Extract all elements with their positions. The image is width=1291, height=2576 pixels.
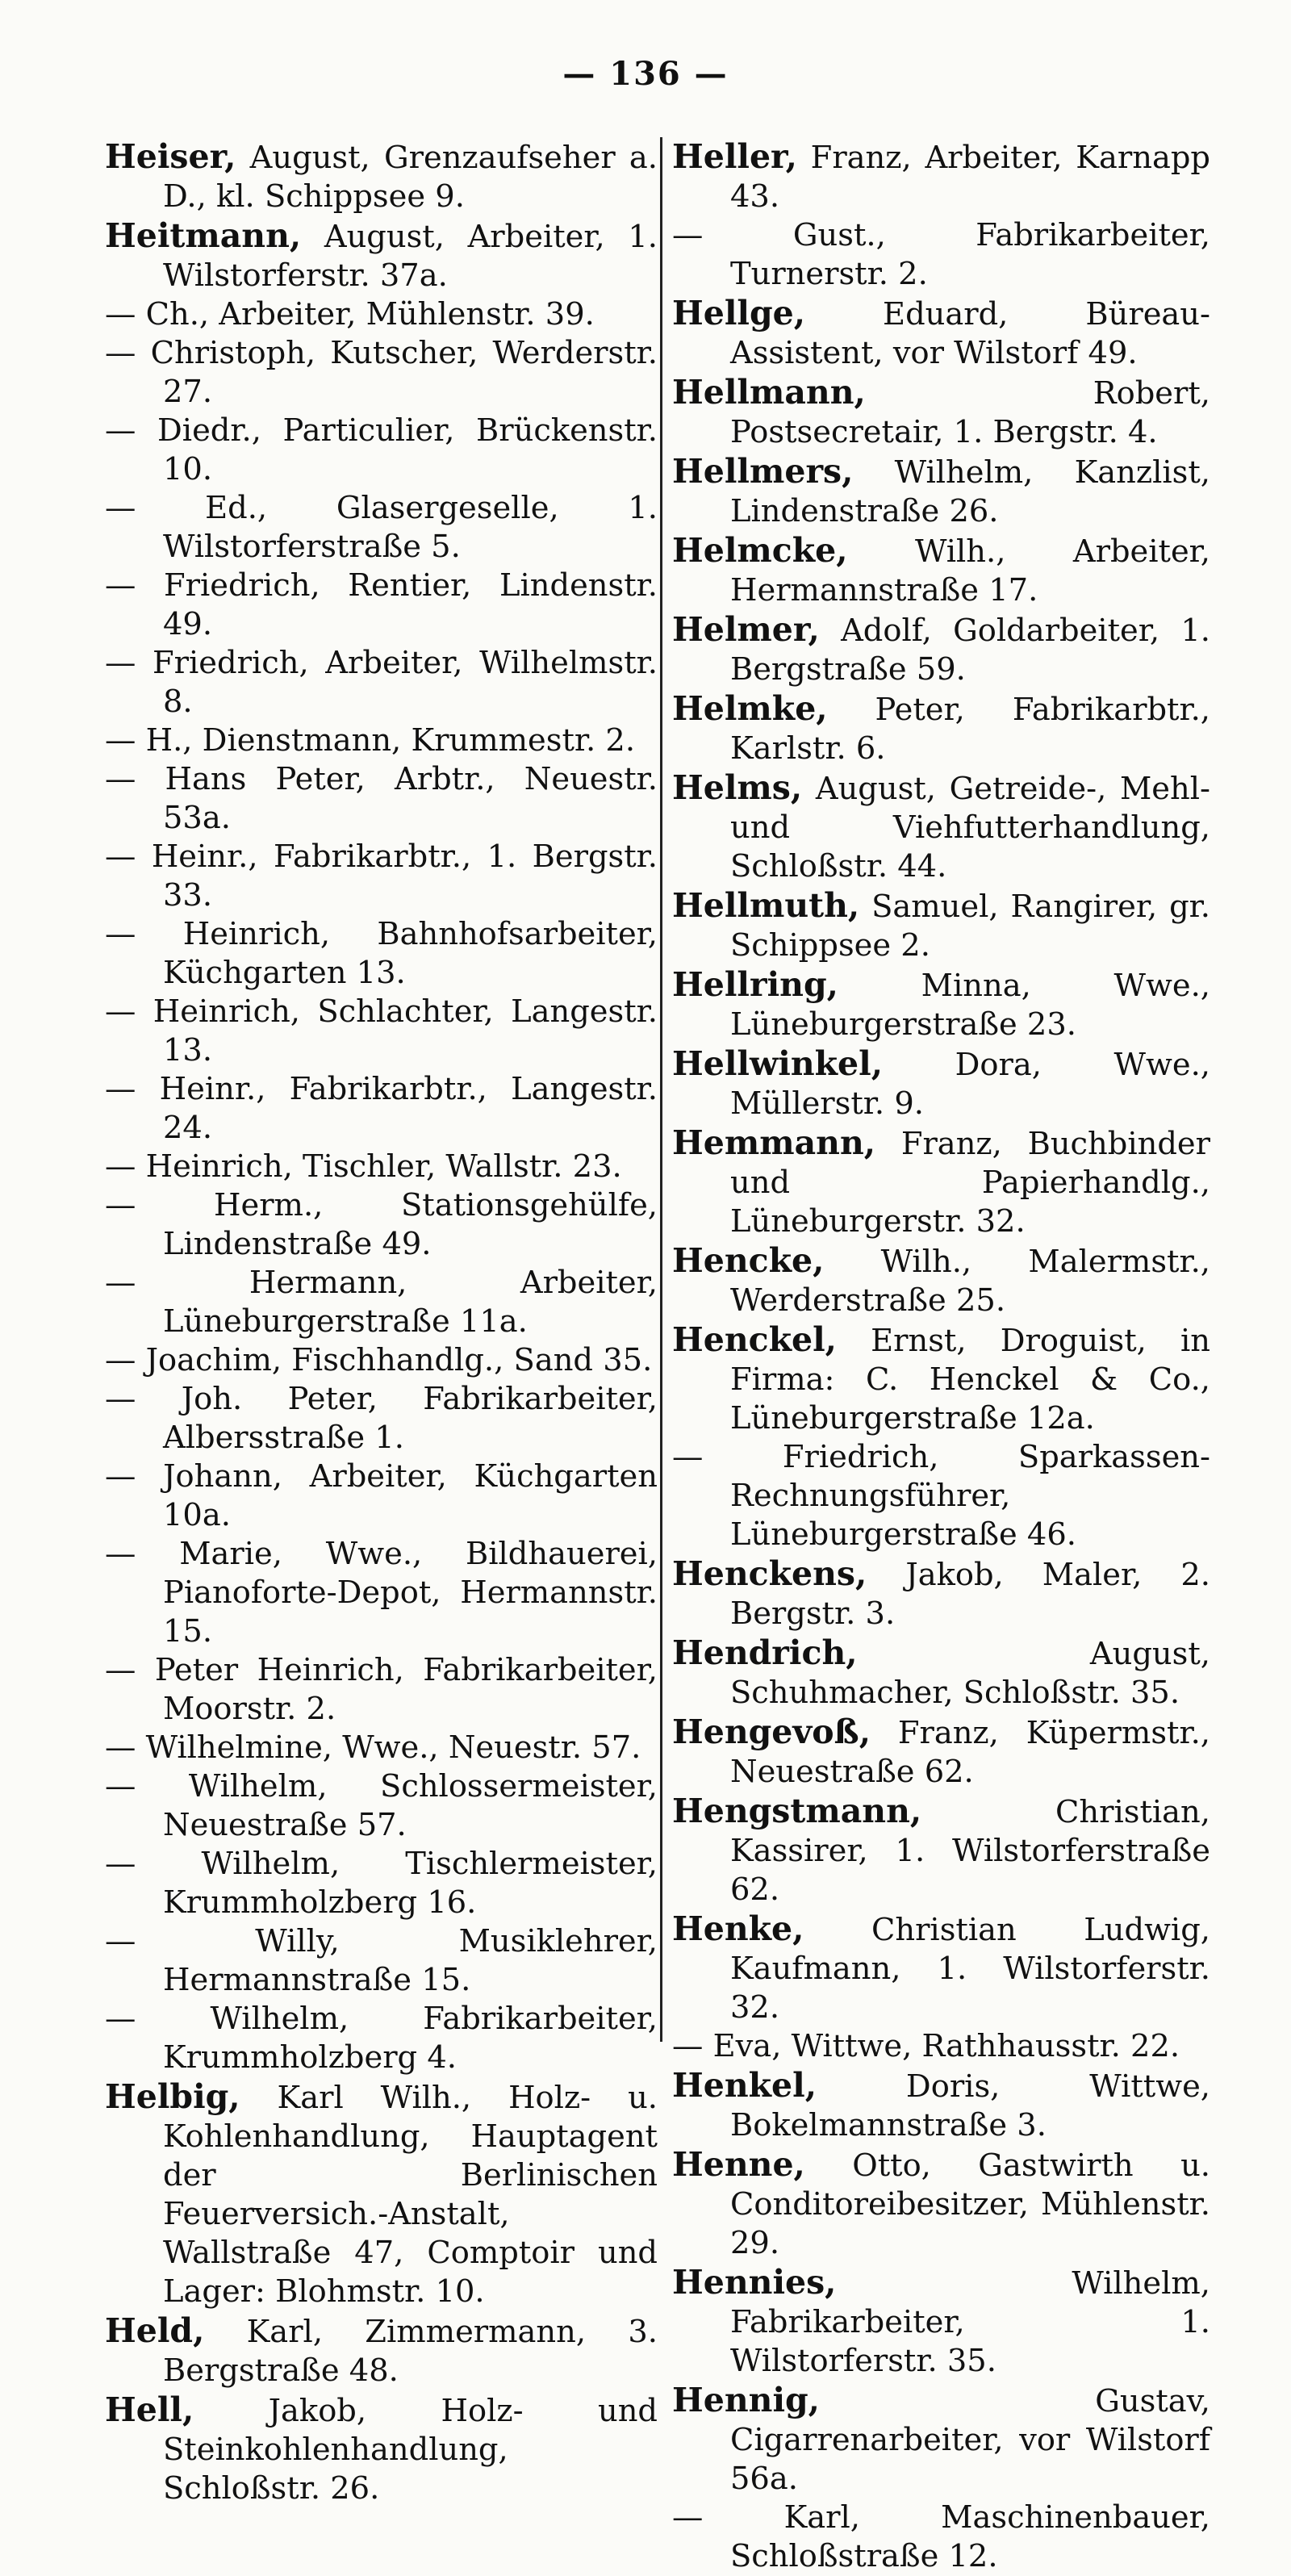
left-column	[105, 137, 658, 2508]
entry-surname: Hellmann,	[672, 373, 866, 412]
directory-entry	[672, 1438, 1210, 1554]
entry-surname: Hennies,	[672, 2263, 837, 2302]
entry-details: Franz, Buchbinder und Papierhandlg., Lüneburgerstr. 32.	[730, 1126, 1210, 1240]
entry-details: Dora, Wwe., Müllerstr. 9.	[730, 1047, 1210, 1122]
entry-surname: Hellge,	[672, 294, 806, 332]
entry-surname: Hellmuth,	[672, 886, 860, 925]
entry-details: Doris, Wittwe, Bokelmannstraße 3.	[730, 2068, 1210, 2143]
entry-details: Jakob, Holz- und Steinkohlenhandlung, Schloßstr. 26.	[163, 2393, 658, 2507]
entry-details: — Joh. Peter, Fabrikarbeiter, Albersstraße 1.	[105, 1381, 658, 1456]
entry-surname: Henkel,	[672, 2066, 817, 2105]
entry-details: Wilh., Malermstr., Werderstraße 25.	[730, 1244, 1210, 1319]
entry-details: Karl Wilh., Holz- u. Kohlenhandlung, Hauptagent der Berlinischen Feuerversich.-Anstalt, Wallstraße 47, Comptoir und Lager: Blohmstr. 10.	[163, 2080, 658, 2310]
directory-entry	[672, 531, 1210, 610]
directory-entry	[105, 137, 658, 216]
entry-details: — Friedrich, Arbeiter, Wilhelmstr. 8.	[105, 645, 658, 720]
entry-surname: Hellmers,	[672, 452, 854, 491]
entry-details: — Joachim, Fischhandlg., Sand 35.	[105, 1342, 653, 1378]
entry-details: August, Schuhmacher, Schloßstr. 35.	[730, 1636, 1210, 1711]
entry-surname: Henne,	[672, 2145, 805, 2184]
entry-details: — Peter Heinrich, Fabrikarbeiter, Moorstr. 2.	[105, 1652, 658, 1727]
directory-entry	[672, 1123, 1210, 1241]
directory-entry	[672, 1241, 1210, 1320]
entry-surname: Hennig,	[672, 2381, 820, 2419]
directory-entry	[105, 915, 658, 993]
directory-entry	[105, 567, 658, 644]
entry-details: — Friedrich, Rentier, Lindenstr. 49.	[105, 567, 658, 642]
entry-details: Jakob, Maler, 2. Bergstr. 3.	[730, 1557, 1210, 1632]
entry-details: — Heinr., Fabrikarbtr., Langestr. 24.	[105, 1071, 658, 1146]
entry-details: Christian, Kassirer, 1. Wilstorferstraße 62.	[730, 1794, 1210, 1908]
directory-entry	[672, 768, 1210, 886]
directory-entry	[105, 2077, 658, 2311]
entry-surname: Hellwinkel,	[672, 1044, 883, 1083]
directory-entry	[672, 2066, 1210, 2145]
entry-details: — Ed., Glasergeselle, 1. Wilstorferstraße 5.	[105, 490, 658, 565]
entry-surname: Henke,	[672, 1909, 804, 1948]
directory-entry	[105, 489, 658, 567]
entry-surname: Heitmann,	[105, 216, 302, 255]
directory-entry	[672, 1712, 1210, 1792]
directory-entry	[672, 2263, 1210, 2381]
directory-entry	[105, 1767, 658, 1845]
directory-entry	[672, 689, 1210, 768]
entry-details: — Wilhelm, Fabrikarbeiter, Krummholzberg 4.	[105, 2001, 658, 2076]
entry-details: — Karl, Maschinenbauer, Schloßstraße 12.	[672, 2499, 1210, 2574]
directory-entry	[105, 1264, 658, 1341]
directory-entry	[672, 610, 1210, 689]
entry-details: — Gust., Fabrikarbeiter, Turnerstr. 2.	[672, 217, 1210, 292]
directory-entry	[672, 294, 1210, 373]
entry-details: — Heinr., Fabrikarbtr., 1. Bergstr. 33.	[105, 838, 658, 914]
directory-entry	[105, 1148, 658, 1186]
directory-entry	[672, 216, 1210, 294]
entry-details: August, Arbeiter, 1. Wilstorferstr. 37a.	[163, 219, 658, 294]
directory-entry	[672, 965, 1210, 1044]
directory-entry	[105, 2390, 658, 2508]
entry-details: Robert, Postsecretair, 1. Bergstr. 4.	[730, 375, 1210, 450]
entry-details: Wilhelm, Fabrikarbeiter, 1. Wilstorferstr. 35.	[730, 2265, 1210, 2379]
entry-details: Samuel, Rangirer, gr. Schippsee 2.	[730, 889, 1210, 964]
directory-entry	[672, 1633, 1210, 1712]
directory-entry	[105, 1535, 658, 1651]
entry-details: Eduard, Büreau-Assistent, vor Wilstorf 49.	[730, 296, 1210, 371]
directory-entry	[105, 760, 658, 838]
entry-surname: Heiser,	[105, 137, 236, 176]
directory-entry	[105, 721, 658, 760]
directory-entry	[672, 1909, 1210, 2027]
directory-entry	[672, 1554, 1210, 1633]
page-number: — 136 —	[562, 55, 729, 93]
entry-details: — Diedr., Particulier, Brückenstr. 10.	[105, 412, 658, 487]
right-column	[672, 137, 1210, 2576]
entry-surname: Hengevoß,	[672, 1712, 871, 1751]
entry-details: — Christoph, Kutscher, Werderstr. 27.	[105, 335, 658, 410]
column-divider	[660, 137, 662, 2042]
entry-details: Adolf, Goldarbeiter, 1. Bergstraße 59.	[730, 613, 1210, 688]
entry-details: Otto, Gastwirth u. Conditoreibesitzer, Mühlenstr. 29.	[730, 2147, 1210, 2261]
entry-surname: Henckel,	[672, 1320, 837, 1359]
directory-entry	[672, 137, 1210, 216]
entry-details: — Herm., Stationsgehülfe, Lindenstraße 49.	[105, 1187, 658, 1262]
entry-details: — Ch., Arbeiter, Mühlenstr. 39.	[105, 296, 595, 332]
entry-details: — Heinrich, Schlachter, Langestr. 13.	[105, 993, 658, 1068]
directory-entry	[105, 1845, 658, 1922]
entry-surname: Helmke,	[672, 689, 828, 728]
directory-entry	[105, 1457, 658, 1535]
directory-entry	[105, 412, 658, 489]
directory-entry	[105, 1070, 658, 1148]
entry-details: — Johann, Arbeiter, Küchgarten 10a.	[105, 1458, 658, 1533]
entry-details: Karl, Zimmermann, 3. Bergstraße 48.	[163, 2314, 658, 2389]
directory-entry	[105, 993, 658, 1070]
directory-entry	[105, 216, 658, 295]
directory-entry	[105, 838, 658, 915]
directory-entry	[672, 452, 1210, 531]
entry-surname: Hemmann,	[672, 1123, 876, 1162]
entry-surname: Henckens,	[672, 1554, 867, 1593]
entry-details: — Wilhelm, Schlossermeister, Neuestraße 57.	[105, 1768, 658, 1843]
entry-details: Ernst, Droguist, in Firma: C. Henckel & Co., Lüneburgerstraße 12a.	[730, 1323, 1210, 1436]
directory-entry	[105, 2311, 658, 2390]
entry-surname: Hell,	[105, 2390, 194, 2429]
entry-surname: Held,	[105, 2311, 205, 2350]
directory-entry	[105, 1651, 658, 1729]
entry-surname: Hengstmann,	[672, 1792, 922, 1830]
entry-surname: Helbig,	[105, 2077, 240, 2116]
directory-entry	[672, 886, 1210, 965]
entry-details: Franz, Arbeiter, Karnapp 43.	[730, 140, 1210, 215]
directory-entry	[672, 1792, 1210, 1909]
directory-entry	[672, 2381, 1210, 2499]
entry-details: — Friedrich, Sparkassen-Rechnungsführer, Lüneburgerstraße 46.	[672, 1439, 1210, 1553]
entry-details: August, Grenzaufseher a. D., kl. Schippsee 9.	[163, 140, 658, 215]
entry-details: — Eva, Wittwe, Rathhausstr. 22.	[672, 2028, 1180, 2064]
entry-details: — Marie, Wwe., Bildhauerei, Pianoforte-Depot, Hermannstr. 15.	[105, 1536, 658, 1650]
entry-details: Franz, Küpermstr., Neuestraße 62.	[730, 1715, 1210, 1790]
directory-entry	[105, 1922, 658, 2000]
entry-details: — Hermann, Arbeiter, Lüneburgerstraße 11a.	[105, 1265, 658, 1340]
entry-surname: Hencke,	[672, 1241, 825, 1280]
directory-entry	[105, 1341, 658, 1380]
directory-entry	[672, 1320, 1210, 1438]
entry-surname: Helms,	[672, 768, 803, 807]
directory-entry	[105, 334, 658, 412]
directory-entry	[105, 295, 658, 334]
entry-details: — H., Dienstmann, Krummestr. 2.	[105, 722, 636, 759]
entry-surname: Hendrich,	[672, 1633, 858, 1672]
entry-details: Minna, Wwe., Lüneburgerstraße 23.	[730, 968, 1210, 1043]
directory-entry	[672, 2027, 1210, 2066]
entry-details: Christian Ludwig, Kaufmann, 1. Wilstorferstr. 32.	[730, 1912, 1210, 2026]
entry-surname: Hellring,	[672, 965, 838, 1004]
directory-entry	[672, 373, 1210, 452]
directory-entry	[105, 644, 658, 721]
entry-details: Wilhelm, Kanzlist, Lindenstraße 26.	[730, 454, 1210, 529]
directory-entry	[105, 2000, 658, 2077]
entry-surname: Helmer,	[672, 610, 820, 649]
entry-details: August, Getreide-, Mehl- und Viehfutterhandlung, Schloßstr. 44.	[730, 771, 1210, 884]
directory-entry	[672, 1044, 1210, 1123]
entry-surname: Helmcke,	[672, 531, 848, 570]
entry-details: Wilh., Arbeiter, Hermannstraße 17.	[730, 533, 1210, 608]
entry-details: — Heinrich, Tischler, Wallstr. 23.	[105, 1148, 622, 1185]
entry-details: — Heinrich, Bahnhofsarbeiter, Küchgarten 13.	[105, 916, 658, 991]
directory-entry	[672, 2499, 1210, 2576]
entry-details: — Willy, Musiklehrer, Hermannstraße 15.	[105, 1923, 658, 1998]
directory-entry	[105, 1729, 658, 1767]
entry-details: — Wilhelm, Tischlermeister, Krummholzberg 16.	[105, 1846, 658, 1921]
entry-surname: Heller,	[672, 137, 797, 176]
entry-details: — Wilhelmine, Wwe., Neuestr. 57.	[105, 1729, 641, 1766]
entry-details: Peter, Fabrikarbtr., Karlstr. 6.	[730, 692, 1210, 767]
entry-details: — Hans Peter, Arbtr., Neuestr. 53a.	[105, 761, 658, 836]
directory-entry	[672, 2145, 1210, 2263]
entry-details: Gustav, Cigarrenarbeiter, vor Wilstorf 56a.	[730, 2383, 1210, 2497]
directory-entry	[105, 1380, 658, 1457]
directory-entry	[105, 1186, 658, 1264]
